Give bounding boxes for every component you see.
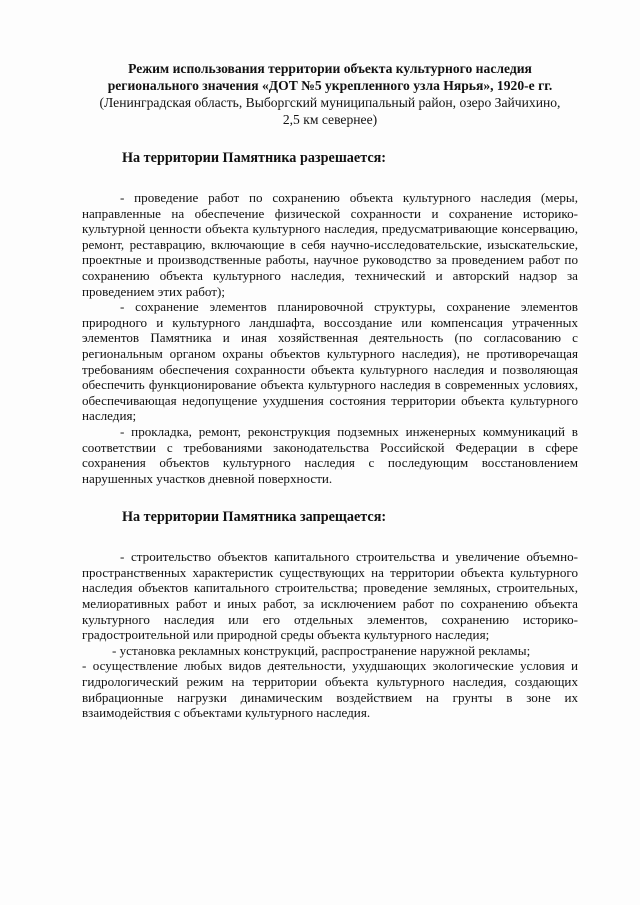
forbidden-item: - осуществление любых видов деятельности, ухудшающих экологические условия и гидрологический режим на территории объекта культурного наследия, создающих вибрационные нагрузки динамическим воздействием на грунты в зоне их взаимодействия с объектами культурного наследия. [82, 658, 578, 721]
allowed-list [82, 190, 578, 486]
allowed-section-heading: На территории Памятника разрешается: [122, 150, 387, 166]
allowed-item: - проведение работ по сохранению объекта культурного наследия (меры, направленные на обеспечение физической сохранности и сохранение историко-культурной ценности объекта культурного наследия, предусматривающие консервацию, ремонт, реставрацию, включающие в себя научно-исследовательские, изыскательские, проектные и производственные работы, научное руководство за проведением работ по сохранению объекта культурного наследия, технический и авторский надзор за проведением этих работ); [82, 190, 578, 299]
forbidden-section-heading: На территории Памятника запрещается: [122, 509, 387, 526]
forbidden-item: - строительство объектов капитального строительства и увеличение объемно-пространственных характеристик существующих на территории объекта культурного наследия объектов капитального строительства; проведение земляных, строительных, мелиоративных работ и иных работ, за исключением работ по сохранению объекта культурного наследия или его отдельных элементов, сохранению историко-градостроительной или природной среды объекта культурного наследия; [82, 549, 578, 643]
forbidden-item: - установка рекламных конструкций, распространение наружной рекламы; [112, 642, 531, 658]
allowed-item: - сохранение элементов планировочной структуры, сохранение элементов природного и культурного ландшафта, воссоздание или компенсация утраченных элементов Памятника и иная хозяйственная деятельность (по согласованию с региональным органом охраны объектов культурного наследия), не противоречащая требованиям обеспечения сохранности объекта культурного наследия и позволяющая обеспечить функционирование объекта культурного наследия в современных условиях, обеспечивающая недопущение ухудшения состояния территории объекта культурного наследия; [82, 299, 578, 424]
document-title-line: Режим использования территории объекта культурного наследия [128, 61, 532, 76]
document-title-line: регионального значения «ДОТ №5 укрепленного узла Нярья», 1920-е гг. [107, 78, 553, 93]
document-header [82, 60, 578, 128]
document-location-line: (Ленинградская область, Выборгский муниципальный район, озеро Зайчихино, [99, 95, 561, 110]
document-location-line: 2,5 км севернее) [282, 112, 378, 127]
allowed-item: - прокладка, ремонт, реконструкция подземных инженерных коммуникаций в соответствии с требованиями законодательства Российской Федерации в сфере сохранения объектов культурного наследия с последующим восстановлением нарушенных участков дневной поверхности. [82, 423, 578, 486]
forbidden-list [82, 549, 578, 721]
